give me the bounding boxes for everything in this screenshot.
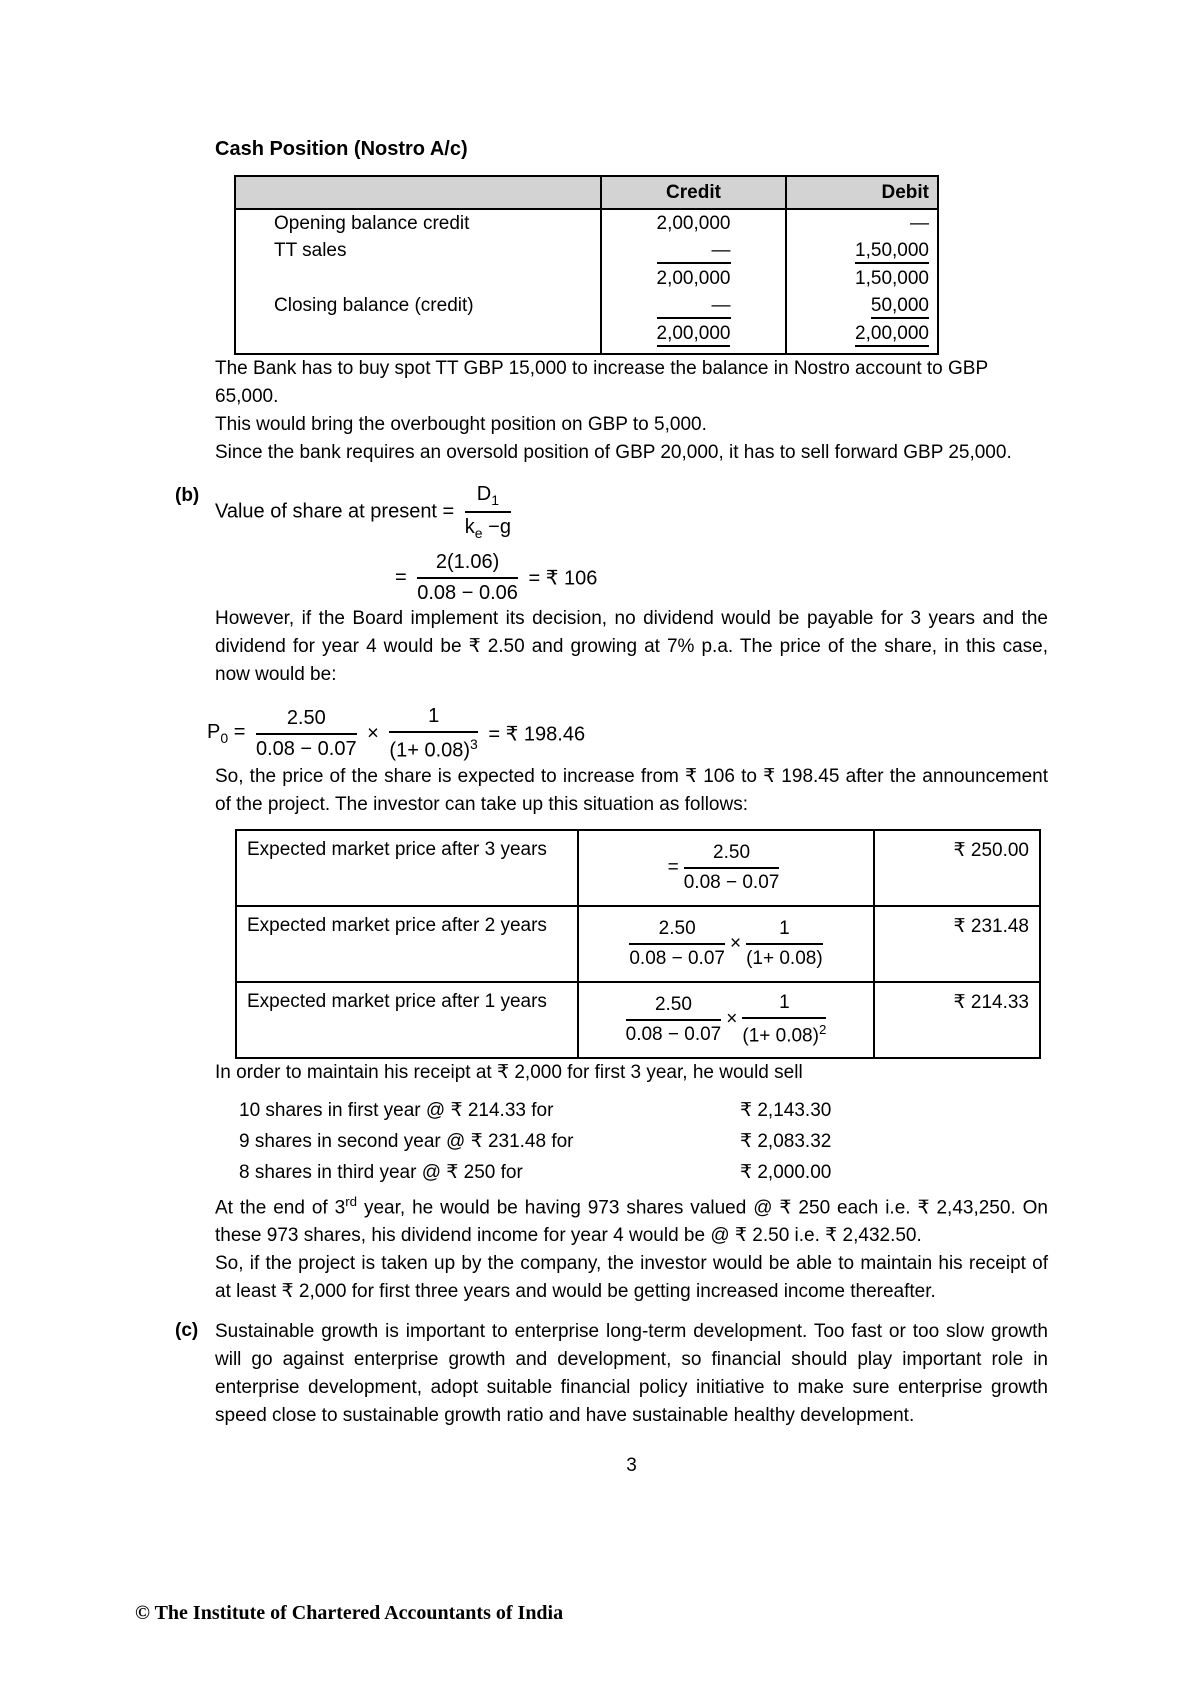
formula-result: = ₹ 198.46 <box>488 723 586 746</box>
formula-p0: $P_0$ = $\frac{2.50}{0.08 - 0.07}$ × $\frac{1}{(1+ 0.08)^3}$ = ₹ 198.46 <box>207 705 586 762</box>
row-label <box>235 265 601 292</box>
debit-value: 50,000 <box>786 292 938 320</box>
cash-position-table <box>234 175 939 355</box>
section-c-label: (c) <box>175 1319 199 1341</box>
section-b-label: (b) <box>175 485 200 506</box>
paragraph-however: However, if the Board implement its decision, no dividend would be payable for 3 years and the dividend for year 4 would be ₹ 2.50 and growing at 7% p.a. The price of the share, in this case, now would be: <box>215 608 1048 685</box>
credit-value: — <box>601 237 786 265</box>
paragraph-project-taken: So, if the project is taken up by the company, the investor would be able to maintain his receipt of at least ₹ 2,000 for first three years and would be getting increased income thereafter. <box>215 1252 1048 1302</box>
sell-row: 9 shares in second year @ ₹ 231.48 for ₹ 2,083.32 <box>215 1126 1048 1157</box>
header-debit: Debit <box>786 176 938 209</box>
table-total-row <box>235 320 938 354</box>
paragraph-overbought: This would bring the overbought position on GBP to 5,000. <box>215 414 707 435</box>
price-row-1-year <box>236 982 1040 1058</box>
price-label: Expected market price after 3 years <box>236 830 578 906</box>
fraction-250-007: $\frac{2.50}{0.08 - 0.07}$ <box>255 706 357 760</box>
fraction-discount: $\frac{1}{(1+ 0.08)^3}$ <box>389 705 478 762</box>
formula-106: = $\frac{2(1.06)}{0.08 - 0.06}$ = ₹ 106 <box>395 551 598 604</box>
paragraph-so-price: So, the price of the share is expected to increase from ₹ 106 to ₹ 198.45 after the announcement of the project. The investor can take up this situation as follows: <box>215 765 1048 815</box>
times-sign: × <box>367 722 379 745</box>
price-amount: ₹ 214.33 <box>874 982 1040 1058</box>
table-header-row <box>235 176 938 209</box>
debit-value: — <box>786 209 938 237</box>
paragraph-oversold: Since the bank requires an oversold position of GBP 20,000, it has to sell forward GBP 25,000. <box>215 442 1012 463</box>
header-blank <box>235 176 601 209</box>
expected-price-table <box>235 829 1041 1059</box>
copyright-footer: © The Institute of Chartered Accountants of India <box>135 1602 564 1624</box>
sell-row: 10 shares in first year @ ₹ 214.33 for ₹ 2,143.30 <box>215 1095 1048 1126</box>
section-c <box>175 1318 1048 1430</box>
price-formula: $\frac{2.50}{0.08 - 0.07}$ × $\frac{1}{(1+ 0.08)}$ <box>578 906 874 982</box>
sell-row: 8 shares in third year @ ₹ 250 for ₹ 2,000.00 <box>215 1157 1048 1188</box>
page-number: 3 <box>626 1454 637 1476</box>
sell-list <box>215 1095 1048 1188</box>
section-b <box>175 483 1048 1306</box>
formula-intro: Value of share at present = <box>215 500 455 523</box>
sell-amount: ₹ 2,143.30 <box>740 1099 832 1121</box>
price-label: Expected market price after 1 years <box>236 982 578 1058</box>
fraction-d1-keg: $\frac{D_1}{k_e -g}$ <box>464 483 511 541</box>
table-row <box>235 209 938 237</box>
table-row <box>235 237 938 265</box>
paragraph-buy-spot: The Bank has to buy spot TT GBP 15,000 to increase the balance in Nostro account to GBP 65,000. <box>215 358 988 407</box>
price-amount: ₹ 231.48 <box>874 906 1040 982</box>
debit-value: 1,50,000 <box>786 237 938 265</box>
credit-value: — <box>601 292 786 320</box>
table-row <box>235 265 938 292</box>
paragraph-end-year3: At the end of 3rd year, he would be having 973 shares valued @ ₹ 250 each i.e. ₹ 2,43,250. On these 973 shares, his dividend income for year 4 would be @ ₹ 2.50 i.e. ₹ 2,432.50. <box>215 1193 1048 1246</box>
paragraph-sustainable-growth: Sustainable growth is important to enterprise long-term development. Too fast or too slow growth will go against enterprise growth and development, so financial should play important role in enterprise development, adopt suitable financial policy initiative to make sure enterprise growth speed close to sustainable growth ratio and have sustainable healthy development. <box>215 1320 1048 1426</box>
header-credit: Credit <box>601 176 786 209</box>
price-label: Expected market price after 2 years <box>236 906 578 982</box>
paragraph-maintain: In order to maintain his receipt at ₹ 2,000 for first 3 year, he would sell <box>215 1061 803 1083</box>
row-label: Closing balance (credit) <box>235 292 601 320</box>
sell-amount: ₹ 2,000.00 <box>740 1161 832 1183</box>
price-formula: = $\frac{2.50}{0.08 - 0.07}$ <box>578 830 874 906</box>
formula-value-of-share <box>215 483 1048 541</box>
row-label <box>235 320 601 354</box>
price-formula: $\frac{2.50}{0.08 - 0.07}$ × $\frac{1}{(1+ 0.08)^2}$ <box>578 982 874 1058</box>
table-row <box>235 292 938 320</box>
cash-position-title: Cash Position (Nostro A/c) <box>215 138 468 160</box>
fraction-2-106: $\frac{2(1.06)}{0.08 - 0.06}$ <box>417 551 518 604</box>
price-row-3-years <box>236 830 1040 906</box>
sell-amount: ₹ 2,083.32 <box>740 1130 832 1152</box>
debit-total: 2,00,000 <box>786 320 938 354</box>
credit-total: 2,00,000 <box>601 320 786 354</box>
formula-result: = ₹ 106 <box>528 567 598 590</box>
row-label: TT sales <box>235 237 601 265</box>
credit-value: 2,00,000 <box>601 265 786 292</box>
price-amount: ₹ 250.00 <box>874 830 1040 906</box>
credit-value: 2,00,000 <box>601 209 786 237</box>
debit-value: 1,50,000 <box>786 265 938 292</box>
price-row-2-years <box>236 906 1040 982</box>
row-label: Opening balance credit <box>235 209 601 237</box>
